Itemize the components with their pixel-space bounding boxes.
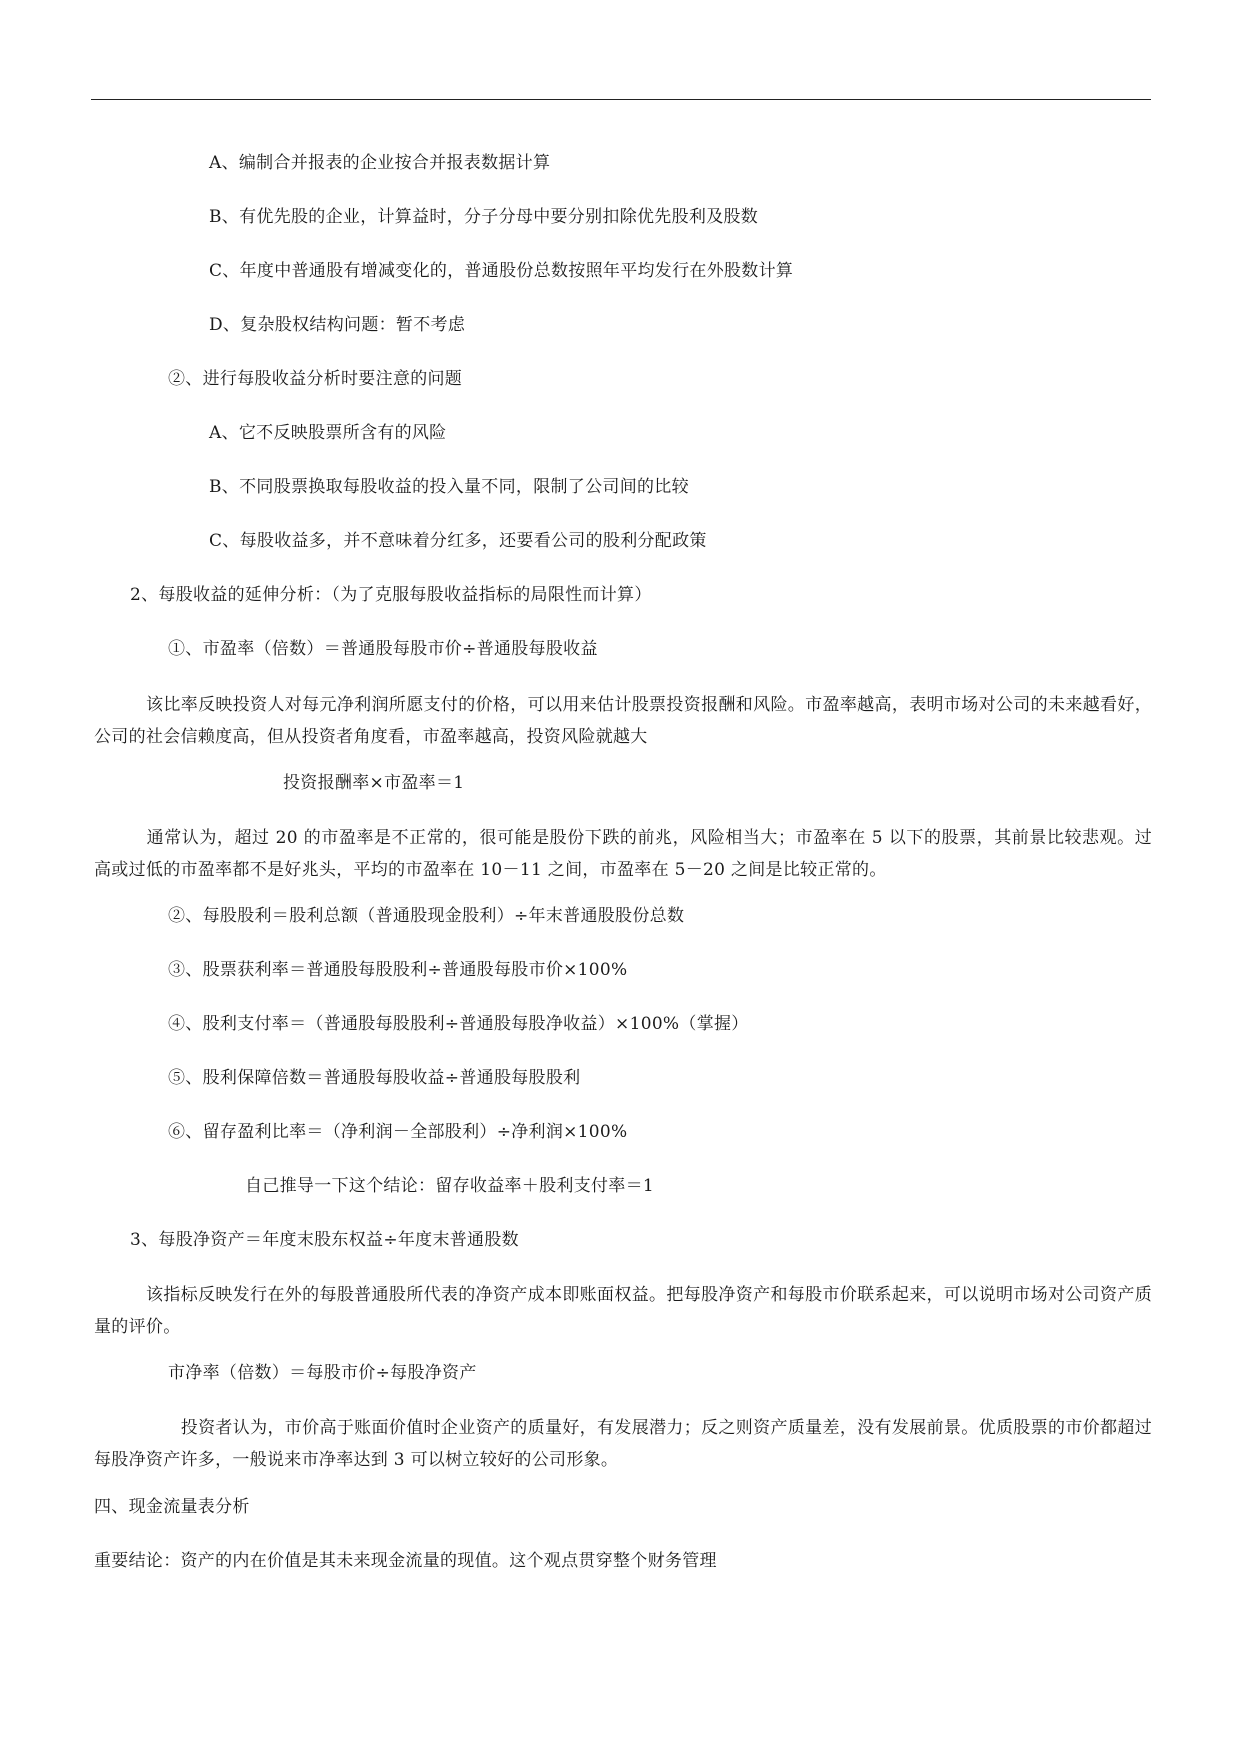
- list-item-c-dividends: C、每股收益多，并不意味着分红多，还要看公司的股利分配政策: [209, 531, 707, 551]
- list-item-c-share-changes: C、年度中普通股有增减变化的，普通股份总数按照年平均发行在外股数计算: [209, 261, 794, 281]
- note-retention-plus-payout: 自己推导一下这个结论：留存收益率＋股利支付率＝1: [245, 1176, 655, 1196]
- formula-pe-ratio: ①、市盈率（倍数）＝普通股每股市价÷普通股每股收益: [168, 639, 598, 659]
- list-item-b-comparison: B、不同股票换取每股收益的投入量不同，限制了公司间的比较: [209, 477, 689, 497]
- section-heading-cash-flow: 四、现金流量表分析: [94, 1497, 250, 1517]
- list-item-a-consolidated: A、编制合并报表的企业按合并报表数据计算: [209, 153, 551, 173]
- formula-dividend-yield: ③、股票获利率＝普通股每股股利÷普通股每股市价×100%: [168, 960, 628, 980]
- heading-book-value-per-share: 3、每股净资产＝年度末股东权益÷年度末普通股数: [130, 1230, 519, 1250]
- heading-eps-extension: 2、每股收益的延伸分析：（为了克服每股收益指标的局限性而计算）: [130, 585, 652, 605]
- formula-pb-ratio: 市净率（倍数）＝每股市价÷每股净资产: [168, 1363, 477, 1383]
- paragraph-pe-normal-range: 通常认为，超过 20 的市盈率是不正常的，很可能是股份下跌的前兆，风险相当大；市盈率在 5 以下的股票，其前景比较悲观。过高或过低的市盈率都不是好兆头，平均的市盈率在 10－11 之间，市盈率在 5－20 之间是比较正常的。: [94, 828, 1152, 880]
- formula-retention-ratio: ⑥、留存盈利比率＝（净利润－全部股利）÷净利润×100%: [168, 1122, 628, 1142]
- key-conclusion: 重要结论：资产的内在价值是其未来现金流量的现值。这个观点贯穿整个财务管理: [94, 1551, 717, 1571]
- list-item-a-risk: A、它不反映股票所含有的风险: [209, 423, 447, 443]
- subheading-eps-issues: ②、进行每股收益分析时要注意的问题: [168, 369, 463, 389]
- formula-dividend-coverage: ⑤、股利保障倍数＝普通股每股收益÷普通股每股股利: [168, 1068, 581, 1088]
- formula-return-times-pe: 投资报酬率×市盈率＝1: [283, 773, 465, 793]
- list-item-d-complex-equity: D、复杂股权结构问题：暂不考虑: [209, 315, 466, 335]
- formula-payout-ratio: ④、股利支付率＝（普通股每股股利÷普通股每股净收益）×100%（掌握）: [168, 1014, 749, 1034]
- header-rule: [91, 99, 1151, 100]
- list-item-b-preferred: B、有优先股的企业，计算益时，分子分母中要分别扣除优先股利及股数: [209, 207, 759, 227]
- paragraph-book-value-explanation: 该指标反映发行在外的每股普通股所代表的净资产成本即账面权益。把每股净资产和每股市价联系起来，可以说明市场对公司资产质量的评价。: [94, 1285, 1152, 1337]
- paragraph-pb-explanation: 投资者认为，市价高于账面价值时企业资产的质量好，有发展潜力；反之则资产质量差，没有发展前景。优质股票的市价都超过每股净资产许多，一般说来市净率达到 3 可以树立较好的公司形象。: [94, 1418, 1152, 1470]
- paragraph-pe-explanation: 该比率反映投资人对每元净利润所愿支付的价格，可以用来估计股票投资报酬和风险。市盈率越高，表明市场对公司的未来越看好，公司的社会信赖度高，但从投资者角度看，市盈率越高，投资风险就越大: [94, 695, 1152, 747]
- formula-dividend-per-share: ②、每股股利＝股利总额（普通股现金股利）÷年末普通股股份总数: [168, 906, 685, 926]
